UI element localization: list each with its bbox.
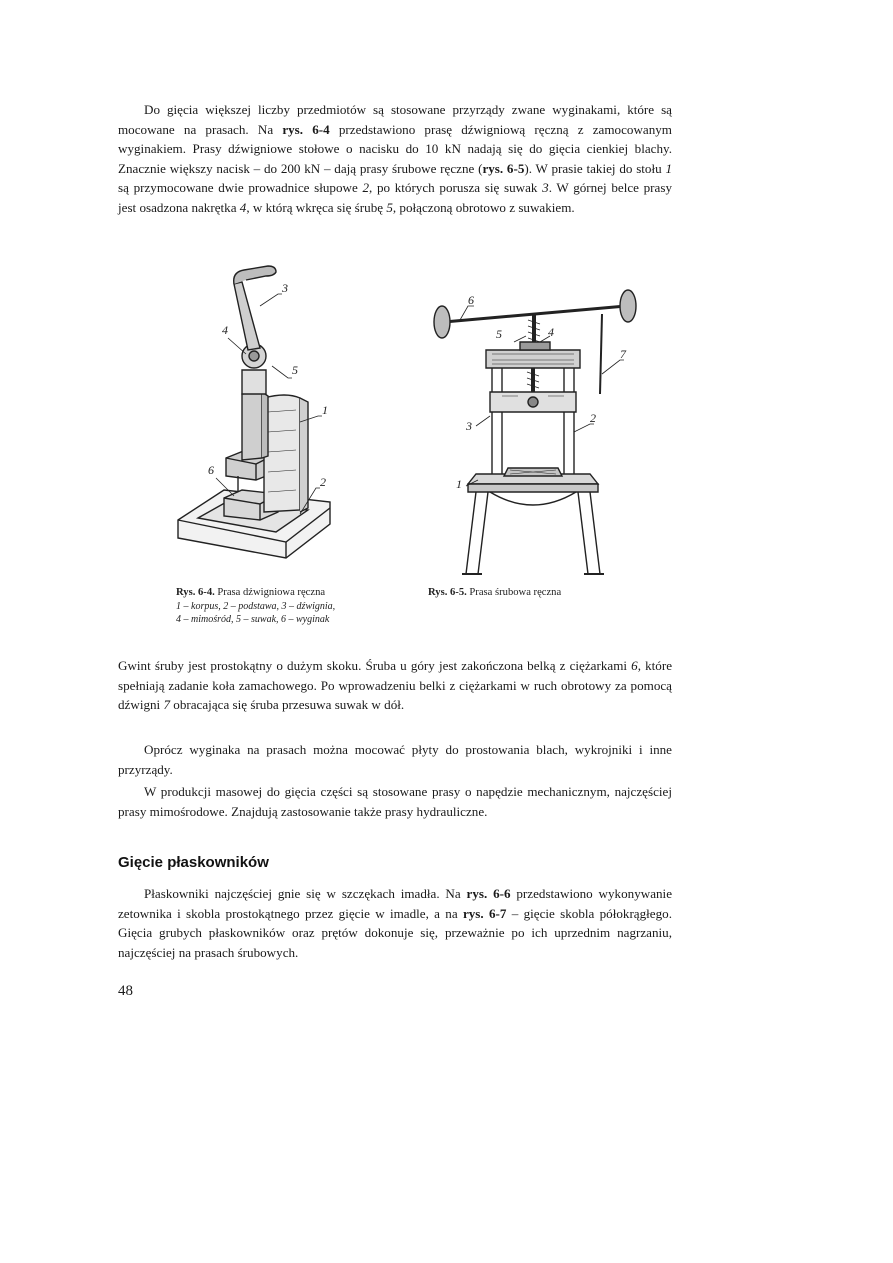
text-run: Do gięcia większej liczby przedmiotów są stosowane przyrządy zwane wyginakami, które są mocowane na prasach. Na [118,102,672,137]
fig2-label-2: 2 [590,411,596,425]
text-run: ). W prasie takiej do stołu [524,160,666,176]
text-run: , które spełniają zadanie koła zamachowego. Po wprowadzeniu belki z ciężarkami w ruch obrotowy za pomocą dźwigni [118,658,673,713]
text-run: przedstawiono wykonywanie zetownika i skobla prostokątnego przez gięcie w imadle, a na [118,886,673,921]
part-number: 7 [163,697,171,713]
caption-legend: 1 – korpus, 2 – podstawa, 3 – dźwignia, [176,600,336,612]
part-number: 6 [631,658,638,673]
figure-reference: rys. 6-7 [462,905,507,921]
caption-label: Rys. 6-5. [428,587,467,598]
figure-caption-6-4 [176,586,376,627]
text-run: Gwint śruby jest prostokątny o dużym skoku. Śruba u góry jest zakończona belką z ciężarkami [118,658,632,673]
fig2-label-7: 7 [620,347,626,361]
page-number: 48 [118,983,133,999]
paragraph-other-tools: Oprócz wyginaka na prasach można mocować płyty do prostowania blach, wykrojniki i inne przyrządy. [118,742,672,777]
fig2-label-4: 4 [548,325,554,339]
caption-label: Rys. 6-4. [176,587,215,598]
paragraph-flat-bars [118,884,672,962]
fig1-label-5: 5 [292,363,298,377]
fig1-label-4: 4 [222,323,228,337]
text-run: przedstawiono prasę dźwigniową ręczną z zamocowanym wyginakiem. Prasy dźwigniowe stołowe o nacisku do 10 kN nadają się do gięcia cienkiej blachy. Znacznie większy nacisk – do 200 kN – dają prasy śrubowe ręczne ( [118,121,672,176]
text-run: Płaskowniki najczęściej gnie się w szczękach imadła. Na [144,886,467,901]
section-heading: Gięcie płaskowników [118,854,269,871]
text-run: – gięcie skobla półokrągłego. Gięcia grubych płaskowników oraz prętów dokonuje się, przeważnie po ich uprzednim nagrzaniu, najczęściej na prasach śrubowych. [118,905,672,960]
text-run: obracająca się śruba przesuwa suwak w dół. [170,697,405,713]
figure-reference: rys. 6-5 [482,160,525,176]
text-run: , w którą wkręca się śrubę [246,199,387,215]
part-number: 4 [239,199,247,215]
caption-text: Prasa dźwigniowa ręczna [214,587,326,598]
part-number: 5 [386,199,393,215]
caption-title [176,586,376,600]
text-run: . W górnej belce prasy jest osadzona nakrętka [118,180,672,215]
fig2-label-3: 3 [466,419,472,433]
screw-press-figure [430,284,646,582]
fig1-label-1: 1 [322,403,328,417]
text-run: , po których porusza się suwak [369,180,543,196]
lever-press-figure [168,262,340,574]
fig2-label-1: 1 [456,477,462,491]
caption-text: Prasa śrubowa ręczna [466,587,562,598]
caption-legend: 4 – mimośród, 5 – suwak, 6 – wyginak [176,614,330,626]
fig1-label-3: 3 [282,281,288,295]
part-number: 1 [665,160,672,176]
fig2-label-6: 6 [468,293,474,307]
figure-caption-6-5 [428,586,648,600]
part-number: 2 [362,180,369,196]
text-run: , połączoną obrotowo z suwakiem. [392,199,575,215]
part-number: 3 [542,180,549,196]
figure-reference: rys. 6-4 [282,121,330,137]
paragraph-intro [118,100,672,218]
fig1-label-6: 6 [208,463,214,477]
fig1-label-2: 2 [320,475,326,489]
figure-reference: rys. 6-6 [466,886,511,901]
paragraph-screw-thread [118,656,672,715]
text-run: są przymocowane dwie prowadnice słupowe [118,180,363,196]
paragraph-mass-production: W produkcji masowej do gięcia części są stosowane prasy o napędzie mechanicznym, najczęściej prasy mimośrodowe. Znajdują zastosowanie także prasy hydrauliczne. [118,784,672,819]
fig2-label-5: 5 [496,327,502,341]
